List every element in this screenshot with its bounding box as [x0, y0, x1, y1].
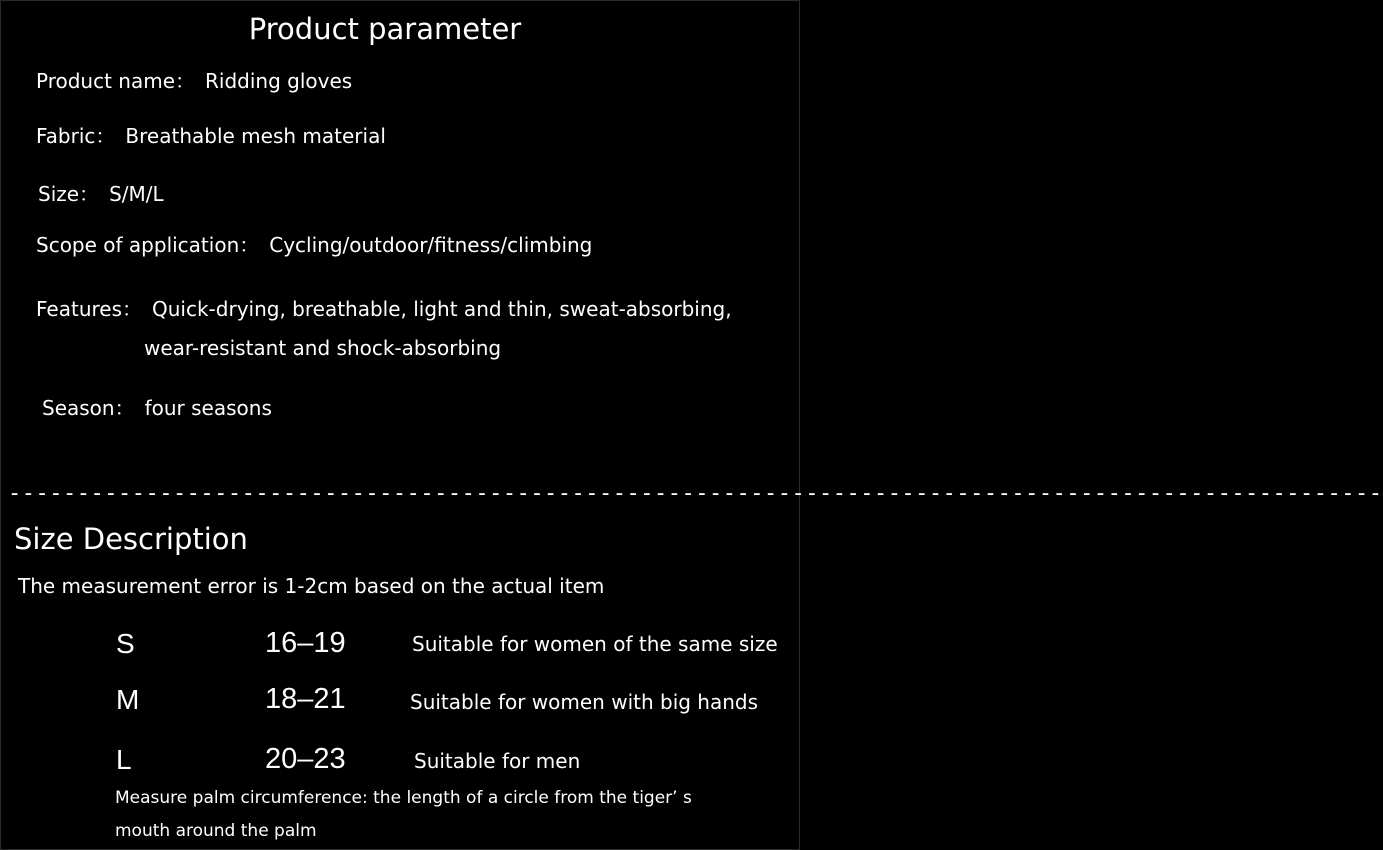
param-fabric: [36, 117, 386, 155]
page-title: Product parameter: [248, 12, 522, 46]
palm-measure-footnote: Measure palm circumference: the length of a circle from the tiger’ s mouth around the palm: [115, 788, 692, 841]
param-value: Quick-drying, breathable, light and thin, sweat-absorbing,: [152, 297, 732, 321]
dashed-divider: ----------------------------------------------------------------------------------------------------: [8, 481, 1383, 506]
size-range-s: 16–19: [265, 627, 346, 659]
param-size: [38, 175, 164, 213]
param-label: Season：: [42, 396, 135, 420]
param-season: [42, 389, 272, 427]
size-desc-m: Suitable for women with big hands: [410, 690, 759, 714]
param-features: [36, 290, 732, 328]
param-label: Scope of application：: [36, 233, 260, 257]
size-letter-s: S: [116, 628, 135, 659]
param-value: Breathable mesh material: [125, 124, 386, 148]
param-label: Features：: [36, 297, 142, 321]
size-desc-l: Suitable for men: [414, 749, 581, 773]
param-value: Cycling/outdoor/fitness/climbing: [269, 233, 593, 257]
measurement-note: The measurement error is 1-2cm based on the actual item: [18, 574, 605, 598]
size-letter-m: M: [116, 684, 140, 715]
size-section-heading: Size Description: [14, 522, 248, 556]
param-scope: [36, 226, 592, 264]
param-product-name: [36, 62, 352, 100]
param-label: Fabric：: [36, 124, 116, 148]
size-range-l: 20–23: [265, 743, 346, 775]
size-range-m: 18–21: [265, 683, 346, 715]
param-value: S/M/L: [109, 182, 164, 206]
param-label: Product name：: [36, 69, 196, 93]
param-features-continued: wear-resistant and shock-absorbing: [144, 336, 502, 360]
param-value: four seasons: [144, 396, 272, 420]
size-letter-l: L: [116, 744, 132, 775]
param-label: Size：: [38, 182, 100, 206]
param-value: Ridding gloves: [205, 69, 353, 93]
size-desc-s: Suitable for women of the same size: [412, 632, 778, 656]
